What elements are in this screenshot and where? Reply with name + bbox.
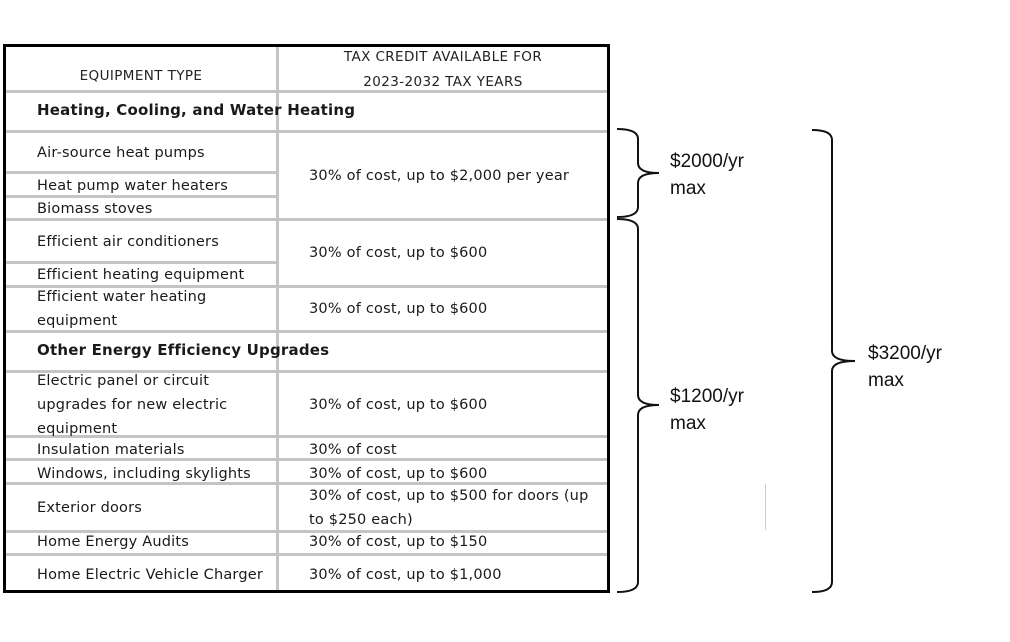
credit-cell: 30% of cost, up to $2,000 per year (309, 168, 570, 184)
equipment-cell: Exterior doors (37, 500, 143, 516)
equipment-cell: Biomass stoves (37, 201, 153, 217)
credit-cell: 30% of cost, up to $500 for doors (up to $250 each) (309, 488, 589, 528)
section-heading: Other Energy Efficiency Upgrades (37, 341, 330, 359)
equipment-cell: Home Electric Vehicle Charger (37, 567, 264, 583)
divider-mark (765, 484, 766, 530)
equipment-cell: Insulation materials (37, 442, 185, 458)
credit-cell: 30% of cost, up to $150 (309, 534, 488, 550)
equipment-cell: Efficient air conditioners (37, 234, 219, 250)
credit-cell: 30% of cost, up to $600 (309, 245, 488, 261)
equipment-cell: Heat pump water heaters (37, 178, 228, 194)
brace-1200 (617, 219, 659, 592)
credit-cell: 30% of cost (309, 442, 397, 458)
brace-2000 (617, 129, 659, 217)
annotation-1200: $1200/yr max (670, 386, 744, 434)
equipment-cell: Efficient water heating equipment (37, 289, 207, 329)
equipment-cell: Efficient heating equipment (37, 267, 245, 283)
credit-cell: 30% of cost, up to $600 (309, 466, 488, 482)
equipment-cell: Air-source heat pumps (37, 145, 205, 161)
section-heading: Heating, Cooling, and Water Heating (37, 101, 356, 119)
equipment-cell: Home Energy Audits (37, 534, 189, 550)
annotation-2000: $2000/yr max (670, 151, 744, 199)
equipment-cell: Electric panel or circuit upgrades for new electric equipment (37, 373, 228, 437)
equipment-cell: Windows, including skylights (37, 466, 251, 482)
credit-cell: 30% of cost, up to $1,000 (309, 567, 502, 583)
brace-3200 (812, 130, 855, 592)
column-header-equipment: EQUIPMENT TYPE (79, 68, 203, 84)
credit-cell: 30% of cost, up to $600 (309, 397, 488, 413)
column-header-credit-line2: 2023-2032 TAX YEARS (363, 74, 523, 90)
annotation-3200: $3200/yr max (868, 343, 942, 391)
credit-cell: 30% of cost, up to $600 (309, 301, 488, 317)
column-header-credit-line1: TAX CREDIT AVAILABLE FOR (343, 49, 543, 65)
